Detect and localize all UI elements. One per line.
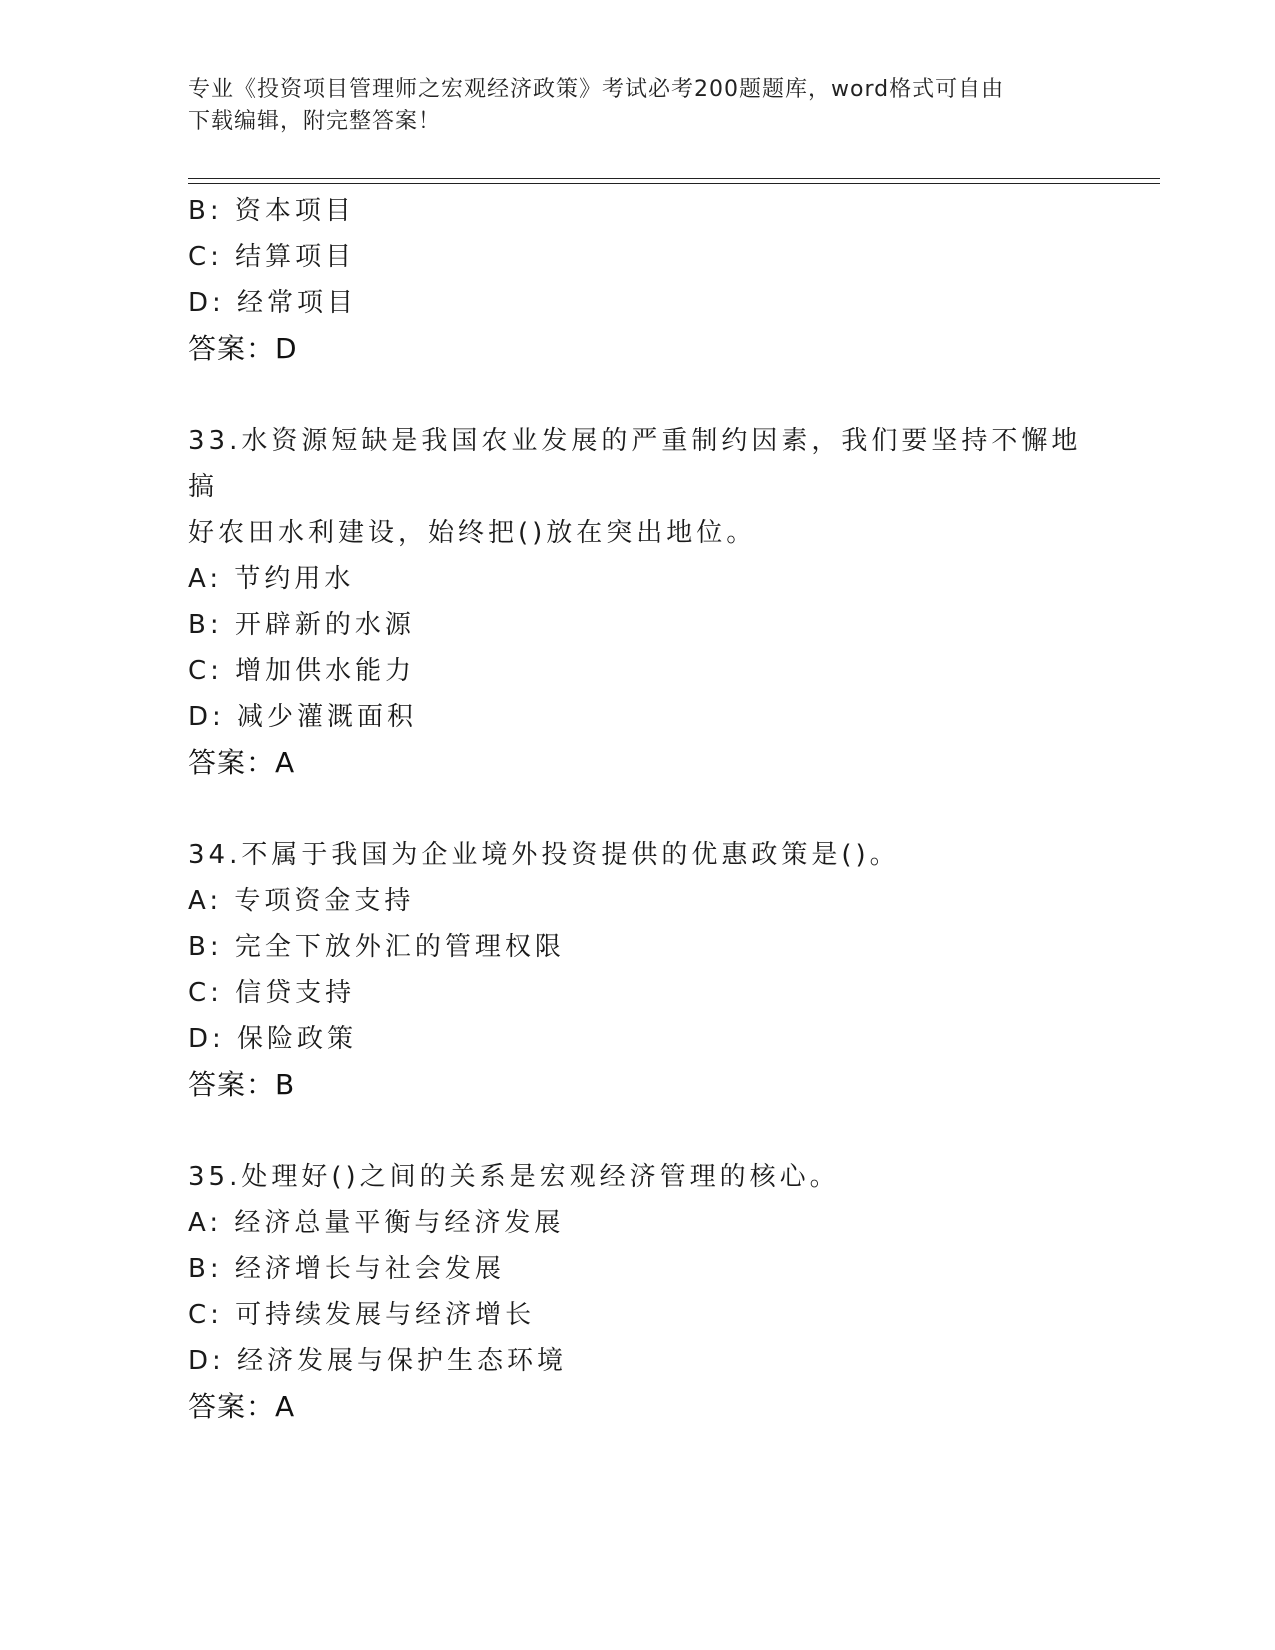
option-d: D: 减少灌溉面积 (188, 702, 418, 732)
question-33 (188, 418, 1088, 786)
option-a: A: 节约用水 (188, 564, 355, 594)
answer: 答案：A (188, 1390, 296, 1423)
document-header (188, 74, 1088, 138)
answer: 答案：B (188, 1068, 296, 1101)
option-d: D: 保险政策 (188, 1024, 358, 1054)
question-35 (188, 1154, 1088, 1430)
option-c: C: 结算项目 (188, 242, 356, 272)
question-text: 35.处理好()之间的关系是宏观经济管理的核心。 (188, 1162, 840, 1192)
option-b: B: 完全下放外汇的管理权限 (188, 932, 565, 962)
header-rule-top (188, 178, 1160, 179)
option-a: A: 经济总量平衡与经济发展 (188, 1208, 565, 1238)
option-a: A: 专项资金支持 (188, 886, 415, 916)
option-c: C: 增加供水能力 (188, 656, 416, 686)
option-b: B: 资本项目 (188, 196, 355, 226)
option-b: B: 经济增长与社会发展 (188, 1254, 505, 1284)
answer: 答案：D (188, 332, 298, 365)
header-rule-bottom (188, 183, 1160, 184)
header-line-1: 专业《投资项目管理师之宏观经济政策》考试必考200题题库，word格式可自由 (188, 77, 1005, 102)
document-body (188, 188, 1088, 1430)
question-text: 34.不属于我国为企业境外投资提供的优惠政策是()。 (188, 840, 900, 870)
question-34 (188, 832, 1088, 1108)
option-c: C: 可持续发展与经济增长 (188, 1300, 536, 1330)
option-c: C: 信贷支持 (188, 978, 356, 1008)
header-line-2: 下载编辑，附完整答案！ (188, 109, 442, 134)
question-text-line-2: 好农田水利建设，始终把()放在突出地位。 (188, 518, 757, 548)
option-d: D: 经常项目 (188, 288, 358, 318)
question-text-line-1: 33.水资源短缺是我国农业发展的严重制约因素，我们要坚持不懈地搞 (188, 426, 1082, 502)
answer: 答案：A (188, 746, 296, 779)
question-32-continuation (188, 188, 1088, 372)
option-b: B: 开辟新的水源 (188, 610, 415, 640)
option-d: D: 经济发展与保护生态环境 (188, 1346, 568, 1376)
